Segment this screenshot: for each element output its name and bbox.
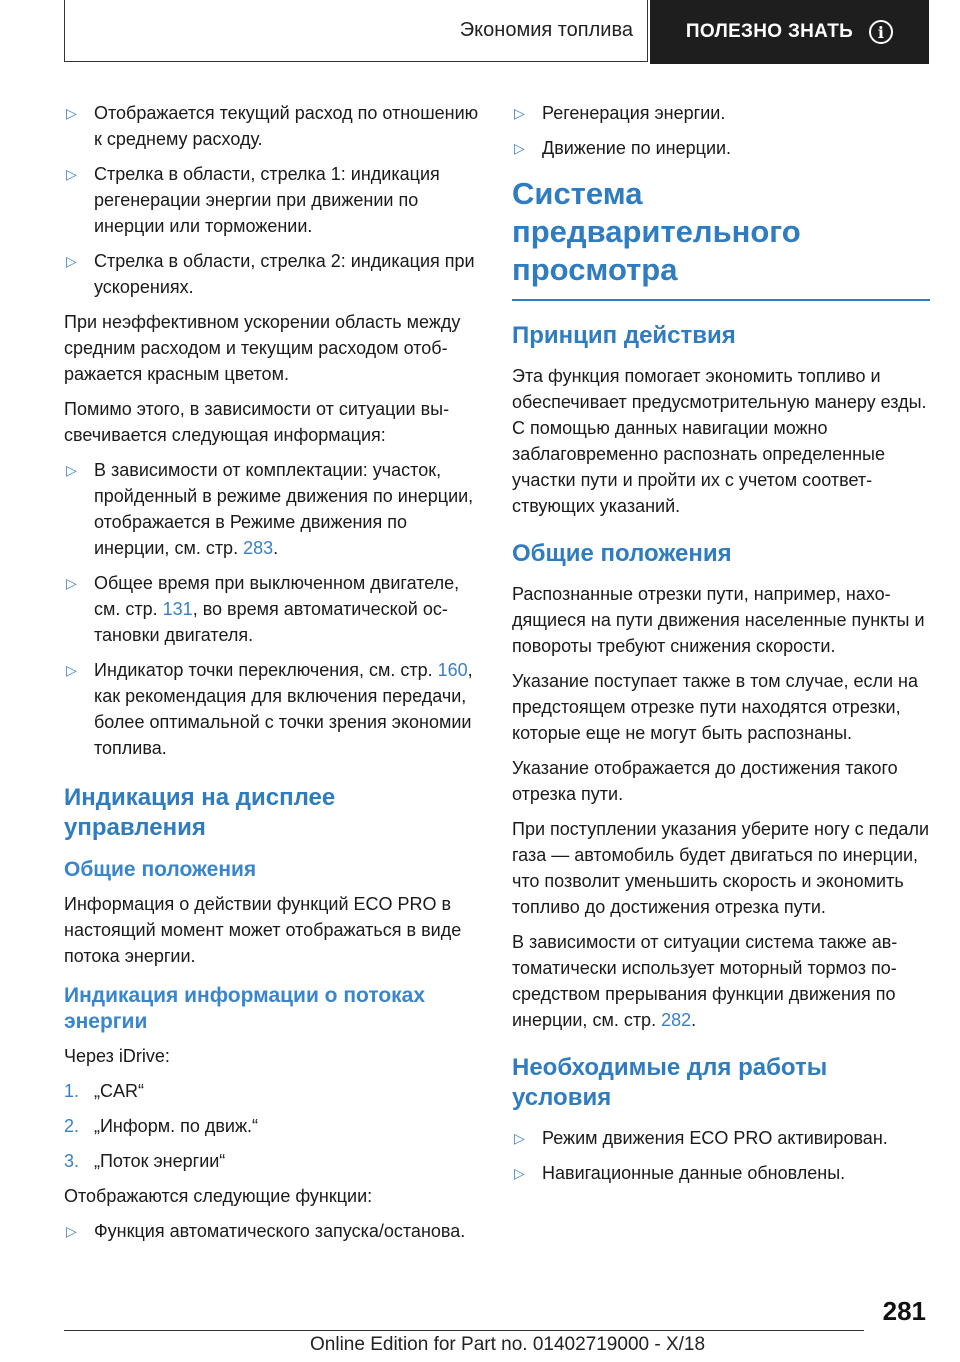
- paragraph: При поступлении указания уберите ногу с педали газа — автомобиль будет двигаться по инерции, что позволит уменьшить скорость и экономить топливо до достижения отрезка пути.: [512, 818, 929, 917]
- paragraph: Распознанные отрезки пути, например, находящиеся на пути движения населенные пункты и повороты требуют снижения скорости.: [512, 583, 925, 656]
- paragraph: В зависимости от ситуации система также автоматически использует моторный тормоз посредством прерывания функции движения по инерции, см. стр. 282.: [512, 931, 898, 1030]
- list-item: ▷ В зависимости от комплектации: участок, пройденный в режиме движения по инерции, отображается в Режиме движения по инерции, см. стр. 283.: [64, 457, 482, 561]
- list-item: ▷ Отображается текущий расход по отношению к среднему расходу.: [64, 100, 482, 152]
- section-tab: [64, 0, 648, 62]
- list-item: ▷ Регенерация энергии.: [512, 100, 930, 126]
- triangle-bullet-icon: ▷: [66, 253, 77, 269]
- paragraph: Информация о действии функций ECO PRO в настоящий момент может отображаться в виде потока энергии.: [64, 894, 462, 966]
- triangle-bullet-icon: ▷: [66, 662, 77, 678]
- triangle-bullet-icon: ▷: [514, 105, 525, 121]
- list-item: ▷ Режим движения ECO PRO активирован.: [512, 1125, 930, 1151]
- list-item: ▷ Навигационные данные обновлены.: [512, 1160, 930, 1186]
- triangle-bullet-icon: ▷: [66, 1223, 77, 1239]
- heading-energy-flow: Индикация информации о потоках энергии: [64, 984, 426, 1033]
- triangle-bullet-icon: ▷: [66, 462, 77, 478]
- step-item: 3. „Поток энергии“: [64, 1151, 226, 1171]
- right-column: [512, 100, 930, 1195]
- edition-note: Online Edition for Part no. 01402719000 - X/18: [310, 1334, 706, 1355]
- page-link-131[interactable]: 131: [162, 599, 193, 619]
- heading-general: Общие положения: [512, 539, 732, 567]
- chapter-title: ПОЛЕЗНО ЗНАТЬ: [685, 21, 854, 42]
- list-item: ▷ Функция автоматического запуска/останова.: [64, 1218, 482, 1244]
- triangle-bullet-icon: ▷: [514, 1129, 525, 1146]
- list-item: ▷ Общее время при выключенном двигателе, см. стр. 131, во время автоматической остановки двигателя.: [64, 570, 482, 648]
- paragraph: Помимо этого, в зависимости от ситуации высвечивается следующая информация:: [64, 399, 450, 445]
- list-item: ▷ Стрелка в области, стрелка 2: индикация при ускорениях.: [64, 248, 482, 300]
- heading-requirements: Необходимые для работы условия: [512, 1053, 828, 1111]
- section-title: Экономия топлива: [459, 19, 633, 41]
- heading-display: Индикация на дисплее управления: [64, 784, 336, 841]
- step-item: 2. „Информ. по движ.“: [64, 1116, 258, 1136]
- page-header: [64, 0, 929, 64]
- heading-divider: [512, 299, 930, 301]
- list-item: ▷ Движение по инерции.: [512, 135, 930, 161]
- chapter-tab: [650, 0, 929, 64]
- triangle-bullet-icon: ▷: [514, 140, 525, 156]
- list-item: ▷ Индикатор точки переключения, см. стр. 160, как рекомендация для включения передачи, более оптимальной с точки зрения экономии топлива.: [64, 657, 482, 761]
- paragraph: Эта функция помогает экономить топливо и обеспечивает предусмотрительную манеру езды. С помощью данных навигации можно заблаговременно распознать определенные участки пути и пройти их с учетом соответствующих указаний.: [512, 365, 927, 516]
- page-link-282[interactable]: 282: [661, 1009, 692, 1030]
- paragraph: Через iDrive:: [64, 1046, 170, 1066]
- info-icon: i: [869, 20, 893, 44]
- paragraph: Отображаются следующие функции:: [64, 1186, 373, 1206]
- left-column: [64, 100, 482, 1253]
- page-link-160[interactable]: 160: [437, 660, 468, 680]
- heading-principle: Принцип действия: [512, 321, 736, 349]
- page-link-283[interactable]: 283: [243, 538, 274, 558]
- triangle-bullet-icon: ▷: [66, 166, 77, 182]
- paragraph: Указание отображается до достижения такого отрезка пути.: [512, 757, 898, 804]
- page-number: 281: [882, 1296, 926, 1326]
- list-item: ▷ Стрелка в области, стрелка 1: индикация регенерации энергии при движении по инерции или торможении.: [64, 161, 482, 239]
- heading-general: Общие положения: [64, 858, 257, 881]
- triangle-bullet-icon: ▷: [66, 575, 77, 591]
- paragraph: При неэффективном ускорении область между средним расходом и текущим расходом отображается красным цветом.: [64, 312, 461, 384]
- step-item: 1. „CAR“: [64, 1081, 144, 1101]
- paragraph: Указание поступает также в том случае, если на предстоящем отрезке пути находятся отрезки, которые еще не могут быть распознаны.: [512, 670, 918, 743]
- footer-divider: [64, 1330, 864, 1331]
- heading-preview-system: Система предварительного просмотра: [512, 176, 801, 287]
- triangle-bullet-icon: ▷: [514, 1164, 525, 1181]
- triangle-bullet-icon: ▷: [66, 105, 77, 121]
